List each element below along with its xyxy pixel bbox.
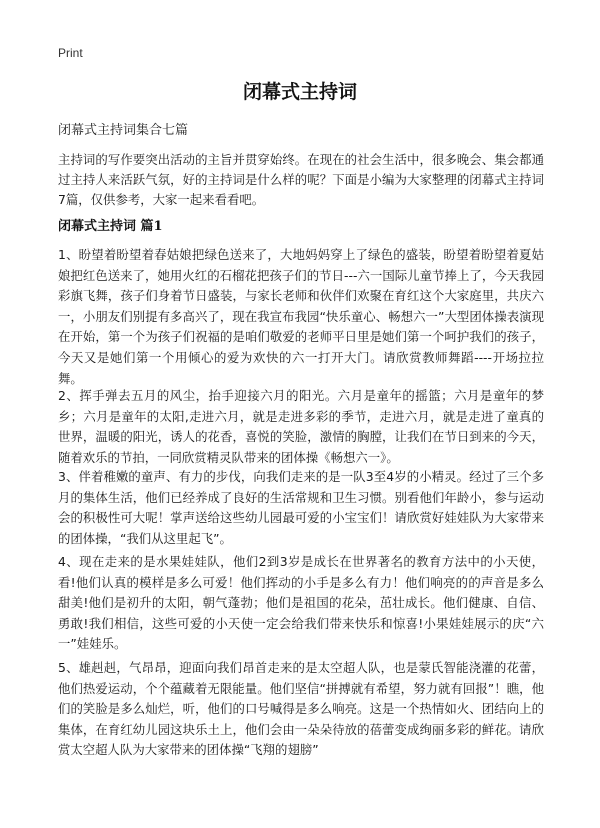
print-link[interactable]: Print: [58, 46, 83, 60]
document-subtitle: 闭幕式主持词集合七篇: [58, 123, 189, 138]
paragraph-5: 5、雄赳赳，气昂昂，迎面向我们昂首走来的是太空超人队，也是蒙氏智能浇灌的花蕾，他们热爱运动，个个蕴藏着无限能量。他们坚信“拼搏就有希望，努力就有回报”！瞧，他们的笑脸是多么灿烂，听，他们的口号喊得是多么响亮。这是一个热情如火、团结向上的集体，在育红幼儿园这块乐土上，他们会由一朵朵待放的蓓蕾变成绚丽多彩的鲜花。请欣赏太空超人队为大家带来的团体操“飞翔的翅膀”: [58, 660, 544, 758]
intro-paragraph: 主持词的写作要突出活动的主旨并贯穿始终。在现在的社会生活中，很多晚会、集会都通过主持人来活跃气氛，好的主持词是什么样的呢？下面是小编为大家整理的闭幕式主持词7篇，仅供参考，大家一起来看看吧。: [58, 152, 544, 207]
page-title: 闭幕式主持词: [242, 81, 357, 103]
paragraph-4: 4、现在走来的是水果娃娃队，他们2到3岁是成长在世界著名的教育方法中的小天使，看!他们认真的模样是多么可爱！他们挥动的小手是多么有力！他们响亮的的声音是多么甜美!他们是初升的太阳，朝气蓬勃；他们是祖国的花朵，茁壮成长。他们健康、自信、勇敢!我们相信，这些可爱的小天使一定会给我们带来快乐和惊喜!小果娃娃展示的庆“六一”娃娃乐。: [58, 554, 544, 652]
paragraph-3: 3、伴着稚嫩的童声、有力的步伐，向我们走来的是一队3至4岁的小精灵。经过了三个多月的集体生活，他们已经养成了良好的生活常规和卫生习惯。别看他们年龄小，参与运动会的积极性可大呢！掌声送给这些幼儿园最可爱的小宝宝们！请欣赏好娃娃队为大家带来的团体操，“我们从这里起飞”。: [58, 469, 544, 546]
paragraph-2: 2、挥手弹去五月的风尘，抬手迎接六月的阳光。六月是童年的摇篮；六月是童年的梦乡；六月是童年的太阳,走进六月，就是走进多彩的季节，走进六月，就是走进了童真的世界，温暖的阳光，诱人的花香，喜悦的笑脸，激情的胸膛，让我们在节日到来的今天，随着欢乐的节拍，一同欣赏精灵队带来的团体操《畅想六一》。: [58, 388, 544, 465]
section-heading: 闭幕式主持词 篇1: [58, 219, 163, 234]
paragraph-1: 1、盼望着盼望着春姑娘把绿色送来了，大地妈妈穿上了绿色的盛装，盼望着盼望着夏姑娘把红色送来了，她用火红的石榴花把孩子们的节日---六一国际儿童节捧上了，今天我园彩旗飞舞，孩子们身着节日盛装，与家长老师和伙伴们欢聚在育红这个大家庭里，共庆六一，小朋友们别提有多高兴了，现在我宣布我园“快乐童心、畅想六一”大型团体操表演现在开始，第一个为孩子们祝福的是咱们敬爱的老师平日里是她们第一个呵护我们的孩子，今天又是她们第一个用倾心的爱为欢快的六一打开大门。请欣赏教师舞蹈----开场拉拉舞。: [58, 247, 544, 386]
